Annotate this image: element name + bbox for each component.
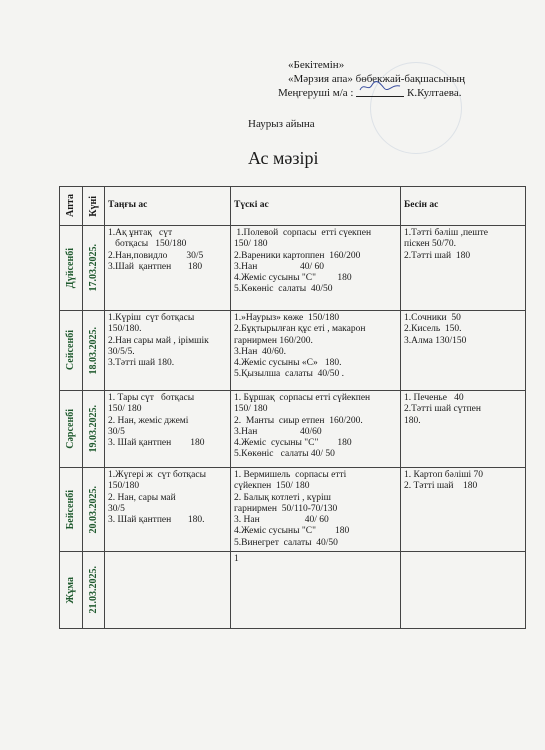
weekday-cell: Бейсенбі: [60, 468, 83, 552]
header-week: Апта: [60, 187, 83, 226]
menu-line: 2.Вареники картоппен 160/200: [234, 250, 361, 261]
breakfast-cell: [105, 391, 231, 468]
menu-line: гарнирмен 160/200.: [234, 335, 313, 346]
menu-line: 150/ 180: [234, 404, 268, 415]
menu-line: 1. Бұршақ сорпасы етті сүйекпен: [234, 393, 371, 403]
date-cell: 17.03.2025.: [83, 226, 105, 311]
menu-line: гарнирмен 50/110-70/130: [234, 503, 338, 514]
snack-cell: [401, 552, 526, 629]
header-breakfast: Таңғы ас: [105, 187, 231, 226]
menu-line: 3.Алма 130/150: [404, 335, 467, 346]
menu-line: 1.Күріш сүт ботқасы: [108, 313, 195, 323]
menu-line: 5.Көкөніс салаты 40/ 50: [234, 449, 335, 460]
menu-line: 180.: [404, 415, 421, 426]
menu-line: 2.Нан,повидло 30/5: [108, 250, 204, 261]
menu-line: 2.Тәтті шай 180: [404, 250, 471, 261]
approve-line: «Бекітемін»: [288, 59, 345, 71]
weekday-cell: Сейсенбі: [60, 311, 83, 391]
table-header-row: [60, 187, 526, 226]
menu-line: піскен 50/70.: [404, 239, 457, 250]
menu-line: 1.Ақ ұнтақ сүт: [108, 228, 173, 238]
approval-header: [250, 58, 465, 100]
snack-cell: [401, 311, 526, 391]
menu-line: 4.Жеміс сусыны "С" 180: [234, 273, 352, 284]
menu-line: 5.Қызылша салаты 40/50 .: [234, 369, 345, 380]
menu-line: 3. Нан 40/ 60: [234, 515, 329, 526]
menu-line: 3.Тәтті шай 180.: [108, 358, 175, 369]
menu-line: 1.Сочники 50: [404, 313, 461, 323]
menu-line: 2.Нан сары май , ірімшік: [108, 335, 209, 346]
weekday-cell: Дүйсенбі: [60, 226, 83, 311]
lunch-cell: [231, 468, 401, 552]
breakfast-cell: [105, 311, 231, 391]
menu-line: 1.Жүгері ж сүт ботқасы: [108, 470, 206, 480]
breakfast-cell: [105, 226, 231, 311]
menu-line: 30/5: [108, 503, 125, 514]
menu-line: 1.Тәтті бәліш ,пеште: [404, 228, 488, 238]
menu-line: 4.Жеміс сусыны «С» 180.: [234, 358, 342, 369]
menu-line: 3. Шай қантпен 180.: [108, 515, 205, 526]
snack-cell: [401, 391, 526, 468]
manager-line: [250, 86, 465, 100]
breakfast-cell: [105, 468, 231, 552]
page-title: Ас мәзірі: [248, 148, 319, 168]
date-cell: 18.03.2025.: [83, 311, 105, 391]
manager-label: Меңгеруші м/а :: [278, 87, 354, 99]
header-day: Күні: [83, 187, 105, 226]
weekday-cell: Сәрсенбі: [60, 391, 83, 468]
snack-cell: [401, 468, 526, 552]
date-cell: 20.03.2025.: [83, 468, 105, 552]
menu-line: 2. Балық котлеті , күріш: [234, 492, 331, 503]
menu-line: 1. Печенье 40: [404, 393, 464, 403]
header-lunch: Түскі ас: [231, 187, 401, 226]
table-row: [60, 552, 526, 629]
menu-line: 150/ 180: [108, 404, 142, 415]
table-row: [60, 311, 526, 391]
weekday-cell: Жұма: [60, 552, 83, 629]
menu-line: 1: [234, 554, 239, 565]
date-cell: 19.03.2025.: [83, 391, 105, 468]
menu-line: 30/5/5.: [108, 346, 135, 357]
lunch-cell: [231, 226, 401, 311]
lunch-cell: [231, 552, 401, 629]
breakfast-cell: [105, 552, 231, 629]
table-row: [60, 226, 526, 311]
menu-line: 4.Жеміс сусыны "С" 180: [234, 526, 350, 537]
date-cell: 21.03.2025.: [83, 552, 105, 629]
menu-line: 150/180.: [108, 324, 142, 335]
menu-line: 1.Полевой сорпасы етті сүекпен: [234, 228, 372, 238]
menu-line: 4.Жеміс сусыны "С" 180: [234, 438, 352, 449]
menu-table: [59, 186, 526, 629]
menu-line: 5.Көкөніс салаты 40/50: [234, 284, 333, 295]
manager-name: К.Култаева.: [407, 87, 462, 99]
menu-line: 3.Нан 40/60: [234, 426, 322, 437]
lunch-cell: [231, 391, 401, 468]
menu-line: 1. Вермишель сорпасы етті: [234, 470, 347, 480]
menu-line: 3.Нан 40/ 60: [234, 261, 325, 272]
org-line: «Мәрзия апа» бөбекжай-бақшасының: [288, 73, 466, 85]
menu-line: 2. Нан, жеміс джемі: [108, 415, 189, 426]
table-row: [60, 468, 526, 552]
menu-line: 5.Винегрет салаты 40/50: [234, 537, 338, 548]
month-label: Наурыз айына: [248, 118, 315, 130]
menu-line: 3.Нан 40/60.: [234, 346, 287, 357]
menu-line: 2. Тәтті шай 180: [404, 481, 478, 492]
menu-line: 150/ 180: [234, 239, 268, 250]
menu-line: 2.Кисель 150.: [404, 324, 462, 335]
menu-line: ботқасы 150/180: [108, 239, 187, 250]
header-snack: Бесін ас: [401, 187, 526, 226]
menu-line: 3.Шай қантпен 180: [108, 261, 203, 272]
snack-cell: [401, 226, 526, 311]
menu-line: 30/5: [108, 426, 125, 437]
table-row: [60, 391, 526, 468]
menu-line: 3. Шай қантпен 180: [108, 438, 205, 449]
menu-line: 1. Картоп бәліші 70: [404, 470, 484, 480]
menu-line: 2.Бұқтырылған құс еті , макарон: [234, 324, 366, 335]
menu-line: сүйекпен 150/ 180: [234, 481, 310, 492]
menu-line: 2.Тәтті шай сүтпен: [404, 404, 481, 415]
lunch-cell: [231, 311, 401, 391]
menu-line: 2. Нан, сары май: [108, 492, 176, 503]
menu-line: 150/180: [108, 481, 140, 492]
menu-line: 1. Тары сүт ботқасы: [108, 393, 195, 403]
menu-line: 1.»Наурыз» көже 150/180: [234, 313, 340, 323]
menu-line: 2. Манты сиыр етпен 160/200.: [234, 415, 363, 426]
signature-icon: [356, 86, 404, 97]
